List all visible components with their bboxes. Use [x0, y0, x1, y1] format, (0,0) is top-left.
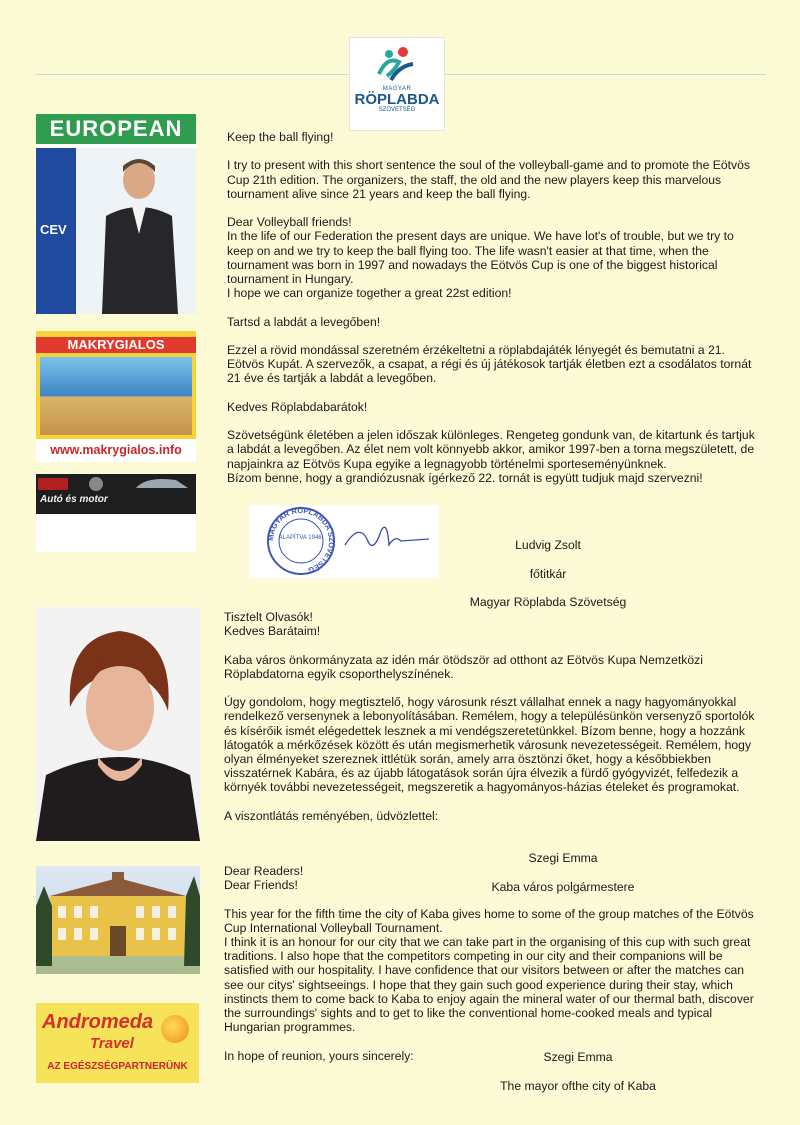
federation-stamp [249, 505, 439, 578]
logo-line-2: RÖPLABDA [354, 91, 440, 108]
signer-title: The mayor ofthe city of Kaba [500, 1078, 656, 1093]
makrygialos-url: www.makrygialos.info [36, 439, 196, 462]
woman-figure [36, 607, 200, 841]
paragraph: In hope of reunion, yours sincerely: [224, 1048, 414, 1063]
european-cev-photo [36, 114, 196, 314]
cev-label: CEV [40, 222, 67, 237]
mayor-portrait [36, 607, 200, 841]
signer-name: Ludvig Zsolt [515, 538, 581, 553]
signer-title: Kaba város polgármestere [491, 879, 635, 894]
signer-name: Szegi Emma [528, 851, 598, 866]
paragraph: Kedves Röplabdabarátok! [227, 399, 368, 414]
signer-org: Magyar Röplabda Szövetség [469, 595, 627, 610]
auto-ad-contact-strip [36, 514, 196, 552]
stamp-and-signature [249, 505, 439, 578]
andromeda-travel-ad [36, 1003, 199, 1083]
federation-logo [349, 37, 445, 131]
man-in-suit-figure [94, 154, 184, 314]
auto-motor-ad [36, 474, 196, 552]
paragraph: I try to present with this short sentence the soul of the volleyball-game and to promote the Eötvös Cup 21th edition. The organizers, the staff, the old and the new players keep this marvelous tournament alive since 21 years and keep the ball flying. [227, 158, 750, 201]
letter-federation [227, 130, 762, 499]
paragraph: Dear Volleyball friends! In the life of our Federation the present days are unique. We have lot's of trouble, but we try to keep on and we try to keep the ball flying too. The life wasn't easier at that time, when the tournament was born in 1997 and nowadays the Eötvös Cup is one of the biggest historical tournament in Hungary. I hope we can organize together a great 22st edition! [227, 215, 734, 301]
signer-name: Szegi Emma [543, 1050, 613, 1065]
andromeda-name: Andromeda [42, 1011, 154, 1033]
sun-icon [161, 1015, 189, 1043]
paragraph: This year for the fifth time the city of Kaba gives home to some of the group matches of the Eötvös Cup International Volleyball Tournament. I think it is an honour for our city that we can take part in the organising of this cup with such great traditions. I also hope that the competitors competing in our city and their companions will be satisfied with our hospitality. I have confidence that our visitors between or after the matches can see our citys' sightseeings. I hope that they gain such good experience during their stay, which instincts them to come back to Kaba to enjoy again the mineral water of our thermal bath, discover the surroundings' sights and to get to like the conventional home-cooked meals and typical Hungarian programmes. [224, 906, 754, 1035]
auto-ad-text: Autó és motor [40, 494, 108, 505]
paragraph: Dear Readers! Dear Friends! [224, 864, 304, 893]
paragraph: Kaba város önkormányzata az idén már ötödször ad otthont az Eötvös Kupa Nemzetközi Röplabdatorna egyik csoporthelyszínének. [224, 652, 703, 681]
letter-mayor-hungarian [224, 610, 766, 837]
paragraph: Szövetségünk életében a jelen időszak különleges. Rengeteg gondunk van, de kitartunk és tartjuk a labdát a levegőben. Az élet nem volt könnyebb akkor, amikor 1997-ben a torna megszületett, de napjainkra az Eötvös Kupa egyike a legnagyobb történelmi sporteseményünknek. Bízom benne, hogy a grandiózusnak ígérkező 22. tornát is együtt tudjuk majd szervezni! [227, 428, 755, 485]
volleyball-player-icon [369, 44, 425, 84]
european-banner: EUROPEAN [36, 114, 196, 144]
paragraph: Tartsd a labdát a levegőben! [227, 314, 381, 329]
signature-block-3 [478, 1036, 678, 1107]
andromeda-travel: Travel [90, 1035, 134, 1052]
paragraph: A viszontlátás reményében, üdvözlettel: [224, 808, 439, 823]
logo-line-1: MAGYAR [382, 86, 412, 92]
beach-scene [40, 357, 192, 435]
town-hall-photo [36, 866, 200, 974]
paragraph: Úgy gondolom, hogy megtisztelő, hogy városunk részt vállalhat ennek a nagy hagyományokkal rendelkező versenynek a lebonyolításában. Remélem, hogy a településünkön versenyző sportolók és kísérőik ismét elégedettek lesznek a mi vendégszeretetünkkel. Bízom benne, hogy a hozzánk látogatók a mérkőzések között és után megismerhetik városunk nevezetességeit. Remélem, hogy olyan élményeket szereznek ittlétük során, amely arra ösztönzi őket, hogy a későbbiekben visszatérnek Kabára, és az újabb látogatások során újra élvezik a fürdő gyógyvizét, felfedezik a környék további nevezetességeit, megszeretik a hagyományos-házias ételeket és programokat. [224, 695, 755, 795]
makrygialos-ad [36, 331, 196, 462]
signer-title: főtitkár [529, 566, 567, 581]
paragraph: Keep the ball flying! [227, 130, 334, 144]
logo-line-3: SZÖVETSÉG [378, 107, 416, 113]
stamp-ring-text: MAGYAR RÖPLABDA SZÖVETSÉG [265, 505, 337, 575]
makrygialos-title: MAKRYGIALOS [36, 337, 196, 353]
town-hall-building [36, 866, 200, 974]
cars-strip [36, 474, 196, 492]
stamp-center-text: ALAPÍTVA 1946. [278, 535, 324, 541]
andromeda-slogan: AZ EGÉSZSÉGPARTNERÜNK [47, 1061, 188, 1072]
paragraph: Ezzel a rövid mondással szeretném érzékeltetni a röplabdajáték lényegét és bemutatni a 21. Eötvös Kupát. A szervezők, a csapat, a régi és új játékosok tartják életben ezt a csodálatos tornát 21 éve és tartják a labdát a levegőben. [227, 342, 752, 386]
paragraph: Tisztelt Olvasók! Kedves Barátaim! [224, 610, 321, 639]
signature-block-1 [448, 524, 648, 623]
